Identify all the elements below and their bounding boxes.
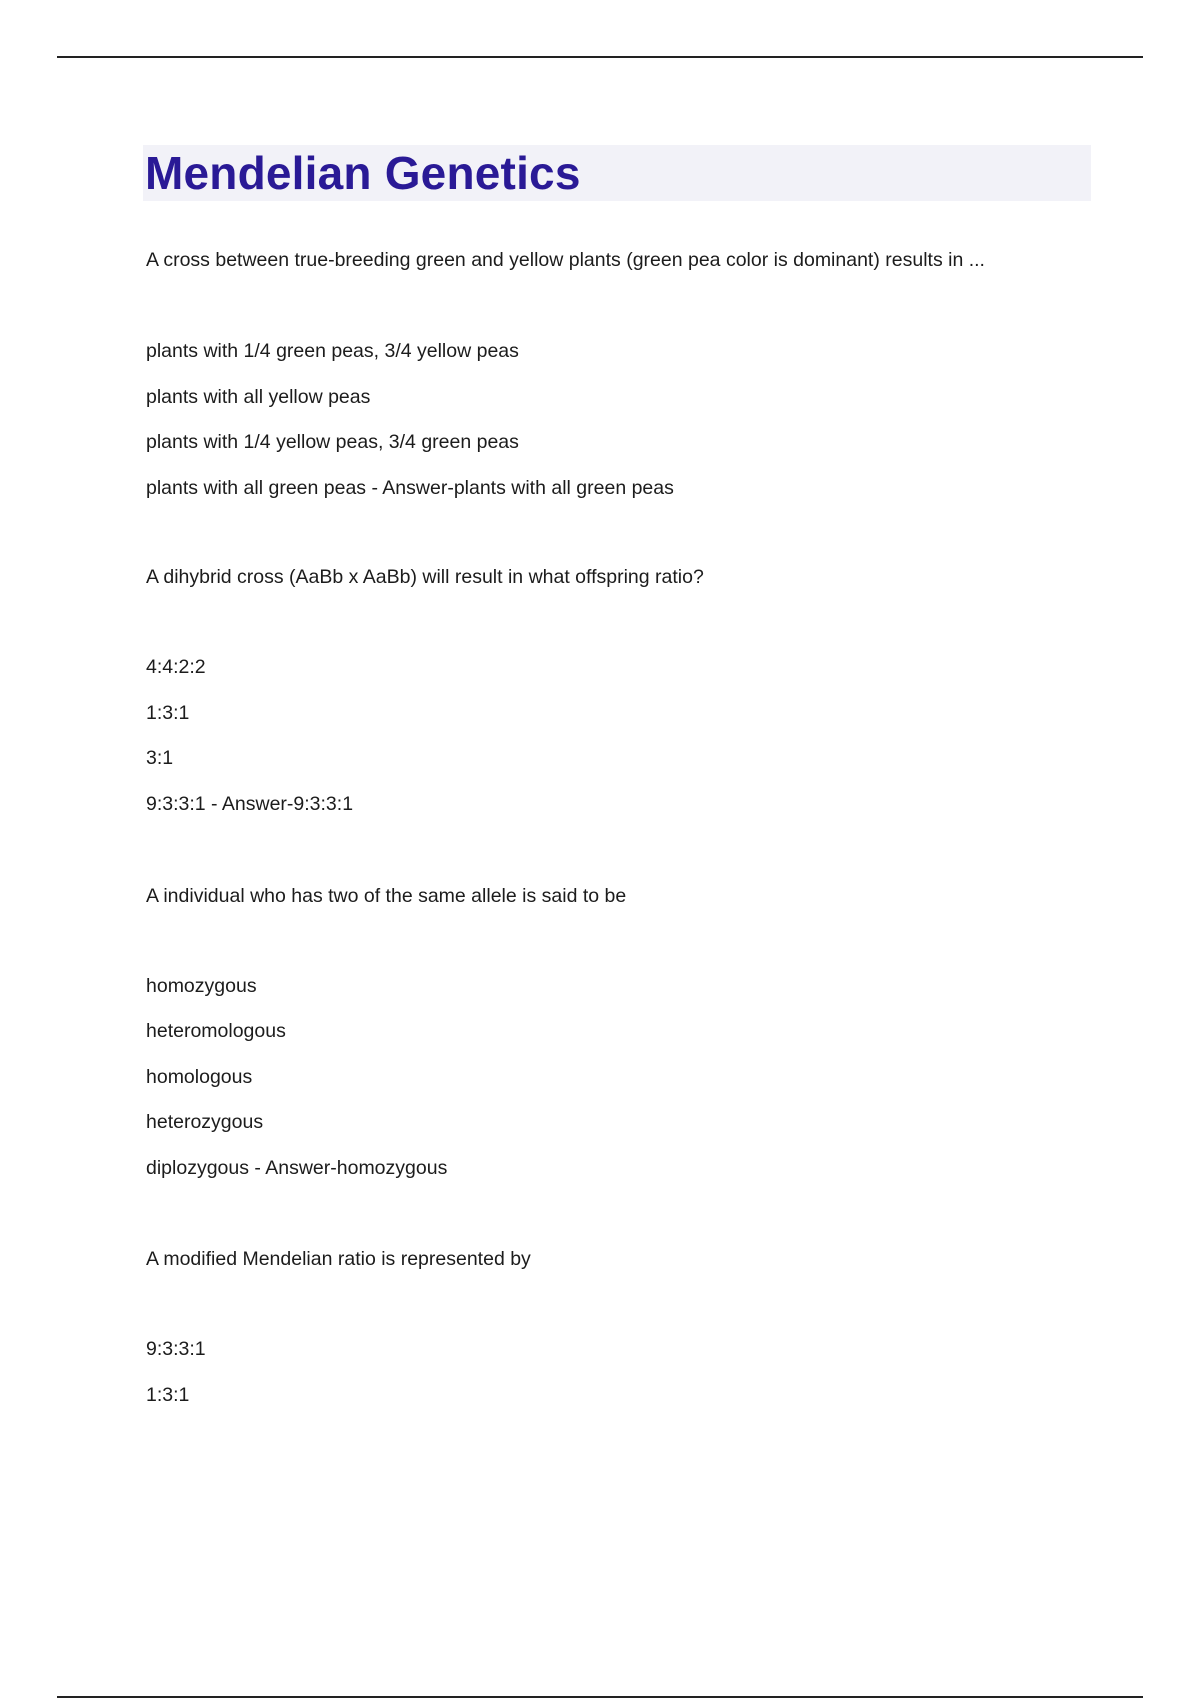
question-2-option-3: 3:1 — [146, 747, 174, 769]
question-3-option-1: homozygous — [146, 975, 257, 997]
question-2-option-4: 9:3:3:1 - Answer-9:3:3:1 — [146, 793, 354, 815]
question-1-prompt: A cross between true-breeding green and yellow plants (green pea color is dominant) results in ... — [146, 249, 985, 271]
question-1-option-2: plants with all yellow peas — [146, 386, 371, 408]
question-1-option-1: plants with 1/4 green peas, 3/4 yellow peas — [146, 340, 519, 362]
question-3-prompt: A individual who has two of the same allele is said to be — [146, 885, 627, 907]
question-2-prompt: A dihybrid cross (AaBb x AaBb) will result in what offspring ratio? — [146, 566, 704, 588]
question-3-option-5: diplozygous - Answer-homozygous — [146, 1157, 448, 1179]
question-2-option-1: 4:4:2:2 — [146, 656, 206, 678]
question-4-option-1: 9:3:3:1 — [146, 1338, 206, 1360]
document-title: Mendelian Genetics — [145, 147, 581, 199]
question-3-option-4: heterozygous — [146, 1111, 264, 1133]
question-4-option-2: 1:3:1 — [146, 1384, 190, 1406]
question-1-option-3: plants with 1/4 yellow peas, 3/4 green peas — [146, 431, 519, 453]
question-3-option-2: heteromologous — [146, 1020, 286, 1042]
top-rule — [57, 56, 1143, 58]
bottom-rule — [57, 1696, 1143, 1698]
question-1-option-4: plants with all green peas - Answer-plants with all green peas — [146, 477, 674, 499]
question-2-option-2: 1:3:1 — [146, 702, 190, 724]
question-4-prompt: A modified Mendelian ratio is represented by — [146, 1248, 531, 1270]
question-3-option-3: homologous — [146, 1066, 253, 1088]
